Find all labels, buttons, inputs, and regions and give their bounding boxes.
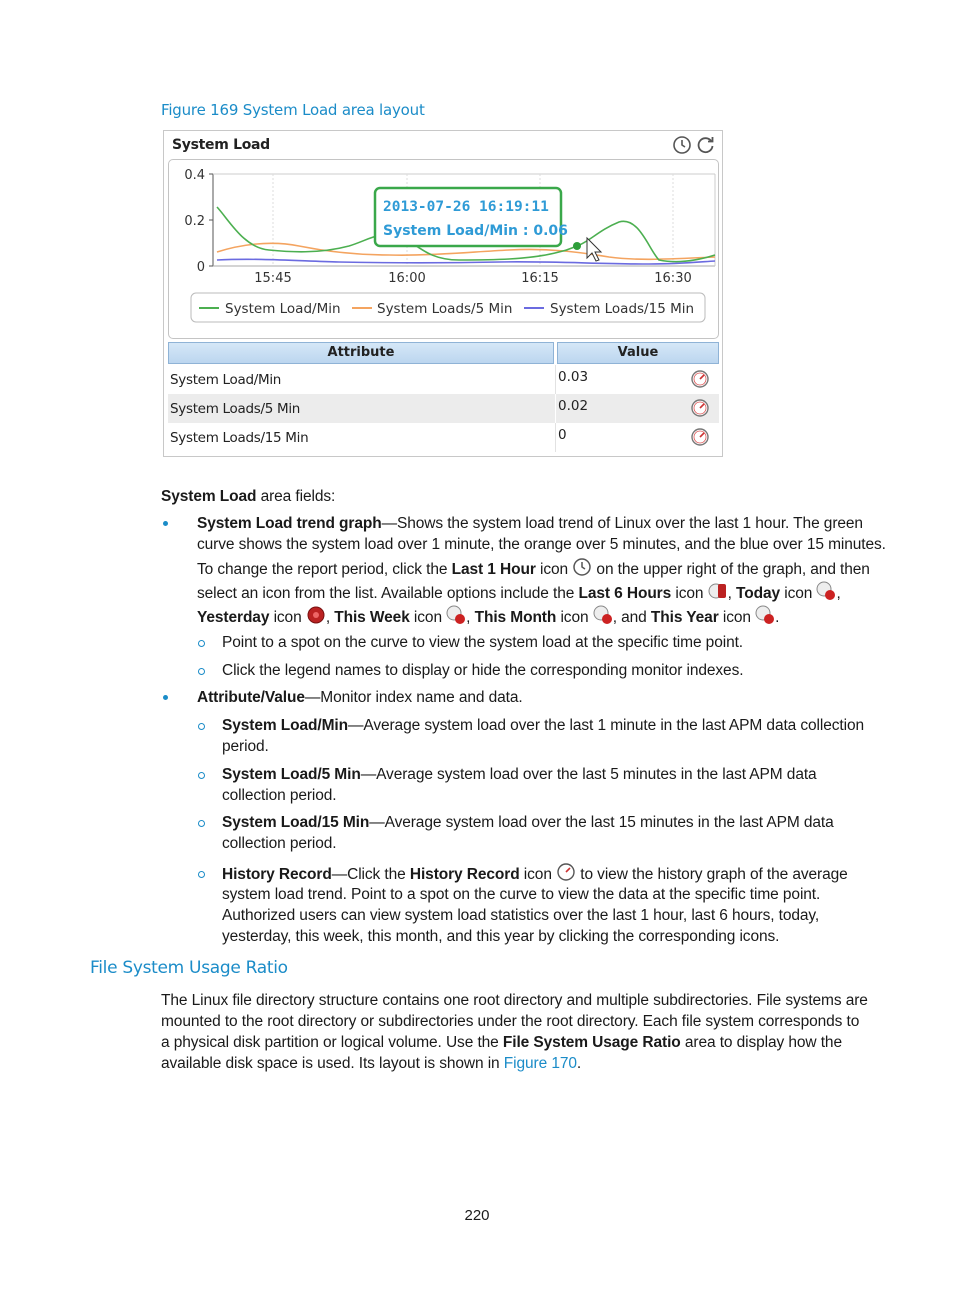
legend-item-load-min[interactable]: System Load/Min [225,301,341,317]
bullet2-line: Attribute/Value—Monitor index name and data. [197,689,523,706]
table-row [168,365,719,394]
cell-value: 0.02 [558,398,589,414]
today-icon [816,581,836,607]
column-header-value: Value [557,342,719,364]
this-year-icon [755,605,775,631]
bullet1-line4: select an icon from the list. Available options include the Last 6 Hours icon , Today icon , [197,581,841,607]
figure-caption: Figure 169 System Load area layout [161,101,425,119]
system-load-panel [163,130,723,457]
paragraph-line1: The Linux file directory structure contains one root directory and multiple subdirectories. File systems are [161,992,868,1009]
chart-tooltip [375,188,568,246]
history-record-icon[interactable] [690,398,710,423]
bullet2-sub1-line1: System Load/Min—Average system load over the last 1 minute in the last APM data collection [222,717,865,734]
x-tick-label: 15:45 [254,271,292,286]
this-week-icon [446,605,466,631]
system-load-chart [168,159,719,339]
cell-value: 0 [558,427,567,443]
bullet2-sub3-line1: System Load/15 Min—Average system load over the last 15 minutes in the last APM data [222,814,834,831]
paragraph-line3: a physical disk partition or logical volume. Use the File System Usage Ratio area to display how the [161,1034,842,1051]
bullet2-sub4-line4: yesterday, this week, this month, and this year by clicking the corresponding icons. [222,928,780,945]
paragraph-line4: available disk space is used. Its layout is shown in Figure 170. [161,1055,582,1072]
clock-icon[interactable] [672,135,692,155]
table-row [168,423,719,452]
last-1-hour-icon [572,557,592,583]
sub-bullet [198,772,205,779]
bullet1-line2: curve shows the system load over 1 minute, the orange over 5 minutes, and the blue over 15 minutes. [197,536,886,553]
history-record-icon[interactable] [690,369,710,394]
this-month-icon [593,605,613,631]
mouse-cursor-icon [587,238,601,261]
bullet2-sub4-line1: History Record—Click the History Record icon to view the history graph of the average [222,862,848,888]
sub-bullet [198,668,205,675]
cell-attribute: System Loads/15 Min [170,430,309,446]
figure-170-link[interactable]: Figure 170 [503,1055,577,1072]
sub-bullet [198,640,205,647]
last-6-hours-icon [708,581,728,607]
panel-toolbar [672,135,716,155]
sub-bullet [198,723,205,730]
table-row [168,394,719,423]
section-heading: File System Usage Ratio [90,958,288,978]
paragraph-line2: mounted to the root directory or subdirectories under the root directory. Each file system corresponds to [161,1013,860,1030]
tooltip-time: 2013-07-26 16:19:11 [383,199,549,215]
bullet2-sub1-line2: period. [222,738,269,755]
cell-attribute: System Load/Min [170,372,282,388]
bullet2-sub2-line2: collection period. [222,787,337,804]
yesterday-icon [306,605,326,631]
bullet1-line5: Yesterday icon , This Week icon , This Month icon , and This Year icon . [197,605,779,631]
column-header-attribute: Attribute [168,342,554,364]
bullet1-sub1: Point to a spot on the curve to view the system load at the specific time point. [222,634,743,651]
y-tick-label: 0.2 [184,214,205,229]
bullet2-sub3-line2: collection period. [222,835,337,852]
cell-value: 0.03 [558,369,589,385]
refresh-icon[interactable] [696,135,716,155]
page-number: 220 [464,1207,490,1224]
cell-attribute: System Loads/5 Min [170,401,301,417]
legend-item-load-15min[interactable]: System Loads/15 Min [550,301,695,317]
sub-bullet [198,820,205,827]
tooltip-value: System Load/Min : 0.06 [383,223,568,239]
bullet-dot [163,695,168,700]
x-tick-label: 16:00 [388,271,426,286]
x-tick-label: 16:30 [654,271,692,286]
bullet2-sub4-line3: Authorized users can view system load statistics over the last 1 hour, last 6 hours, today, [222,907,820,924]
bullet1-line1: System Load trend graph—Shows the system load trend of Linux over the last 1 hour. The green [197,515,863,532]
sub-bullet [198,871,205,878]
x-tick-label: 16:15 [521,271,559,286]
bullet-dot [163,521,168,526]
y-tick-label: 0.4 [184,168,205,183]
bullet1-line3: To change the report period, click the Last 1 Hour icon on the upper right of the graph, and then [197,557,870,583]
legend-item-load-5min[interactable]: System Loads/5 Min [377,301,513,317]
hover-point[interactable] [573,242,581,250]
history-record-icon[interactable] [690,427,710,452]
panel-title: System Load [172,137,270,153]
intro-line: System Load area fields: [161,488,336,505]
y-tick-label: 0 [196,260,205,275]
bullet1-sub2: Click the legend names to display or hide the corresponding monitor indexes. [222,662,744,679]
bullet2-sub4-line2: system load trend. Point to a spot on the curve to view the data at the specific time point. [222,886,821,903]
bullet2-sub2-line1: System Load/5 Min—Average system load over the last 5 minutes in the last APM data [222,766,817,783]
